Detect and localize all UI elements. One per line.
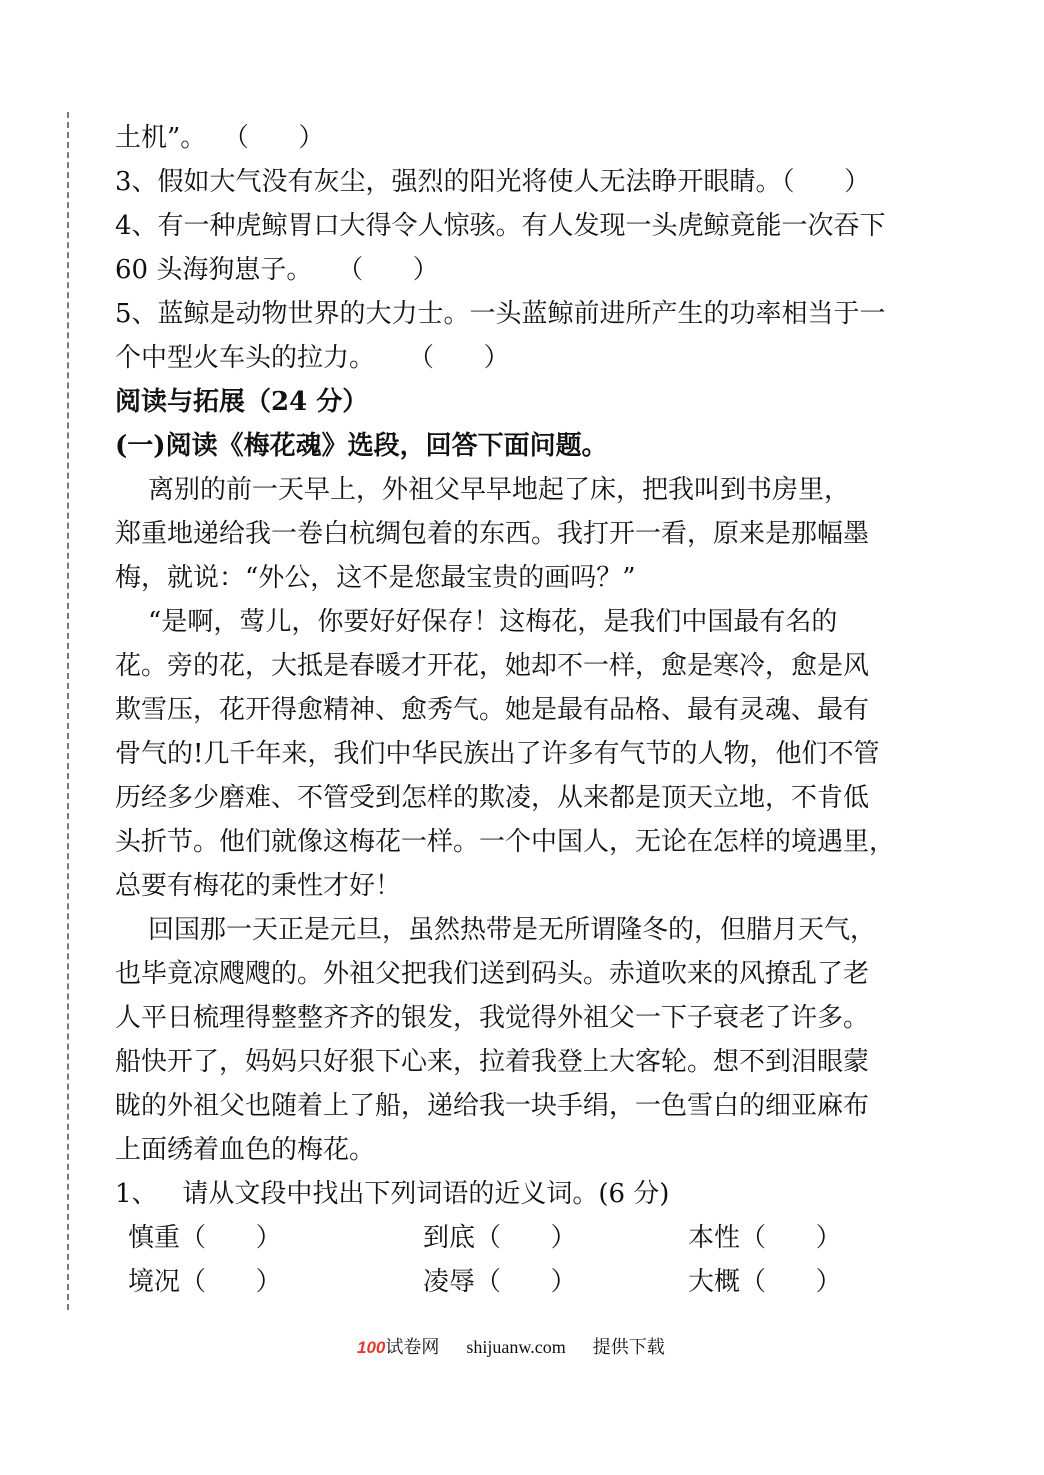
passage-line: 头折节。他们就像这梅花一样。一个中国人，无论在怎样的境遇里， bbox=[115, 827, 896, 857]
text-line: 60 头海狗崽子。 （ ） bbox=[115, 255, 439, 285]
site-name: 试卷网 bbox=[385, 1337, 440, 1357]
passage-line: 历经多少磨难、不管受到怎样的欺凌，从来都是顶天立地，不肯低 bbox=[115, 783, 870, 813]
text-line: 土机”。 （ ） bbox=[115, 123, 325, 153]
text-line: 3、假如大气没有灰尘，强烈的阳光将使人无法睁开眼睛。（ ） bbox=[115, 167, 871, 197]
passage-line: 欺雪压，花开得愈精神、愈秀气。她是最有品格、最有灵魂、最有 bbox=[115, 695, 870, 725]
text-line: 4、有一种虎鲸胃口大得令人惊骇。有人发现一头虎鲸竟能一次吞下 bbox=[115, 211, 886, 241]
synonym-item-2: 到底（ ） bbox=[423, 1223, 577, 1253]
subsection-heading: (一)阅读《梅花魂》选段，回答下面问题。 bbox=[115, 431, 608, 461]
passage-line: “是啊，莺儿，你要好好保存！这梅花，是我们中国最有名的 bbox=[115, 607, 838, 637]
binding-margin-dashed-line bbox=[67, 112, 69, 1310]
site-domain: shijuanw.com bbox=[466, 1337, 566, 1357]
passage-line: 骨气的!几千年来，我们中华民族出了许多有气节的人物，他们不管 bbox=[115, 739, 880, 769]
passage-line: 回国那一天正是元旦，虽然热带是无所谓隆冬的，但腊月天气， bbox=[115, 915, 877, 945]
site-logo: 100 bbox=[357, 1338, 386, 1357]
passage-line: 花。旁的花，大抵是春暖才开花，她却不一样，愈是寒冷，愈是风 bbox=[115, 651, 870, 681]
passage-line: 总要有梅花的秉性才好！ bbox=[115, 871, 402, 901]
text-line: 5、蓝鲸是动物世界的大力士。一头蓝鲸前进所产生的功率相当于一 bbox=[115, 299, 886, 329]
passage-line: 眬的外祖父也随着上了船，递给我一块手绢，一色雪白的细亚麻布 bbox=[115, 1091, 870, 1121]
passage-line: 郑重地递给我一卷白杭绸包着的东西。我打开一看，原来是那幅墨 bbox=[115, 519, 870, 549]
passage-line: 船快开了，妈妈只好狠下心来，拉着我登上大客轮。想不到泪眼蒙 bbox=[115, 1047, 870, 1077]
synonym-item-1: 慎重（ ） bbox=[128, 1223, 282, 1253]
download-note: 提供下载 bbox=[592, 1337, 665, 1357]
text-line: 个中型火车头的拉力。 （ ） bbox=[115, 343, 510, 373]
passage-line: 离别的前一天早上，外祖父早早地起了床，把我叫到书房里， bbox=[115, 475, 851, 505]
synonym-item-5: 凌辱（ ） bbox=[423, 1267, 577, 1297]
passage-line: 也毕竟凉飕飕的。外祖父把我们送到码头。赤道吹来的风撩乱了老 bbox=[115, 959, 870, 989]
synonym-item-4: 境况（ ） bbox=[128, 1267, 282, 1297]
passage-line: 梅，就说：“外公，这不是您最宝贵的画吗？” bbox=[115, 563, 636, 593]
passage-line: 上面绣着血色的梅花。 bbox=[115, 1135, 376, 1165]
section-heading: 阅读与拓展（24 分） bbox=[115, 387, 369, 417]
question-1: 1、 请从文段中找出下列词语的近义词。(6 分) bbox=[115, 1179, 670, 1209]
passage-line: 人平日梳理得整整齐齐的银发，我觉得外祖父一下子衰老了许多。 bbox=[115, 1003, 870, 1033]
synonym-item-6: 大概（ ） bbox=[688, 1267, 842, 1297]
page-footer bbox=[348, 1308, 665, 1361]
synonym-item-3: 本性（ ） bbox=[688, 1223, 842, 1253]
